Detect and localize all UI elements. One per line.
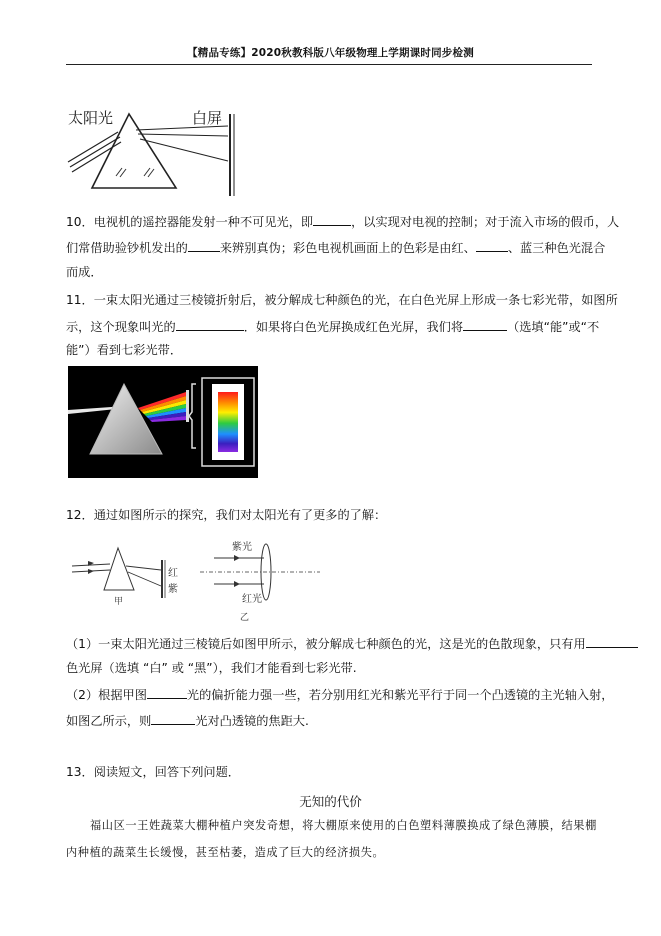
q12-blank-3 xyxy=(151,712,195,725)
jia-caption: 甲 xyxy=(114,597,124,607)
q11-blank-2 xyxy=(463,318,507,331)
white-screen-label: 白屏 xyxy=(192,109,223,127)
q12-part1-line1: （1）一束太阳光通过三棱镜后如图甲所示，被分解成七种颜色的光，这是光的色散现象，只有用 xyxy=(66,635,638,652)
q10-line-2: 们常借助验钞机发出的 来辨别真伪；彩色电视机画面上的色彩是由红、 、蓝三种色光混合 xyxy=(66,241,606,255)
q10-blank-1 xyxy=(313,213,351,226)
q12-part2-line1: （2）根据甲图 光的偏折能力强一些，若分别用红光和紫光平行于同一个凸透镜的主光轴入射， xyxy=(66,688,614,702)
sunlight-label: 太阳光 xyxy=(68,109,114,127)
q11-blank-1 xyxy=(176,318,244,331)
yi-caption: 乙 xyxy=(240,613,250,622)
q12-part2-line2: 如图乙所示，则 光对凸透镜的焦距大. xyxy=(66,714,309,728)
q10-blank-2 xyxy=(188,239,220,252)
figure-yi xyxy=(196,538,322,622)
jia-purple-label: 紫 xyxy=(168,584,178,595)
q10-blank-3 xyxy=(476,239,508,252)
article-body-line1: 福山区一王姓蔬菜大棚种植户突发奇想，将大棚原来使用的白色塑料薄膜换成了绿色薄膜，结果棚 xyxy=(90,819,597,832)
q12-blank-2 xyxy=(147,686,187,699)
q10-line-1: 10．电视机的遥控器能发射一种不可见光，即 ，以实现对电视的控制；对于流入市场的假币，人 xyxy=(66,215,620,229)
q11-line-3: 能”）看到七彩光带． xyxy=(66,343,183,357)
q12-blank-1 xyxy=(586,635,638,648)
prism-white-screen-figure xyxy=(66,106,246,198)
q11-line-1: 11．一束太阳光通过三棱镜折射后，被分解成七种颜色的光，在白色光屏上形成一条七彩光带，如图所 xyxy=(66,293,618,307)
header-divider xyxy=(66,64,592,65)
q11-line-2: 示，这个现象叫光的 ．如果将白色光屏换成红色光屏，我们将 （选填“能”或“不 xyxy=(66,320,600,334)
article-title: 无知的代价 xyxy=(299,794,362,809)
article-body-line2: 内种植的蔬菜生长缓慢，甚至枯萎，造成了巨大的经济损失。 xyxy=(66,846,385,859)
q10-line-3: 而成． xyxy=(66,265,103,279)
q13-intro: 13．阅读短文，回答下列问题． xyxy=(66,765,240,779)
yi-red-label: 红光 xyxy=(242,594,262,605)
figure-jia xyxy=(68,542,188,608)
q12-part1-line2: 色光屏（选填 “白” 或 “黑”），我们才能看到七彩光带. xyxy=(66,661,357,675)
jia-red-label: 红 xyxy=(168,568,178,579)
page-header: 【精品专练】2020秋教科版八年级物理上学期课时同步检测 xyxy=(187,47,474,59)
q12-intro: 12．通过如图所示的探究，我们对太阳光有了更多的了解： xyxy=(66,508,387,522)
prism-spectrum-photo xyxy=(68,366,258,478)
yi-purple-label: 紫光 xyxy=(232,542,252,553)
